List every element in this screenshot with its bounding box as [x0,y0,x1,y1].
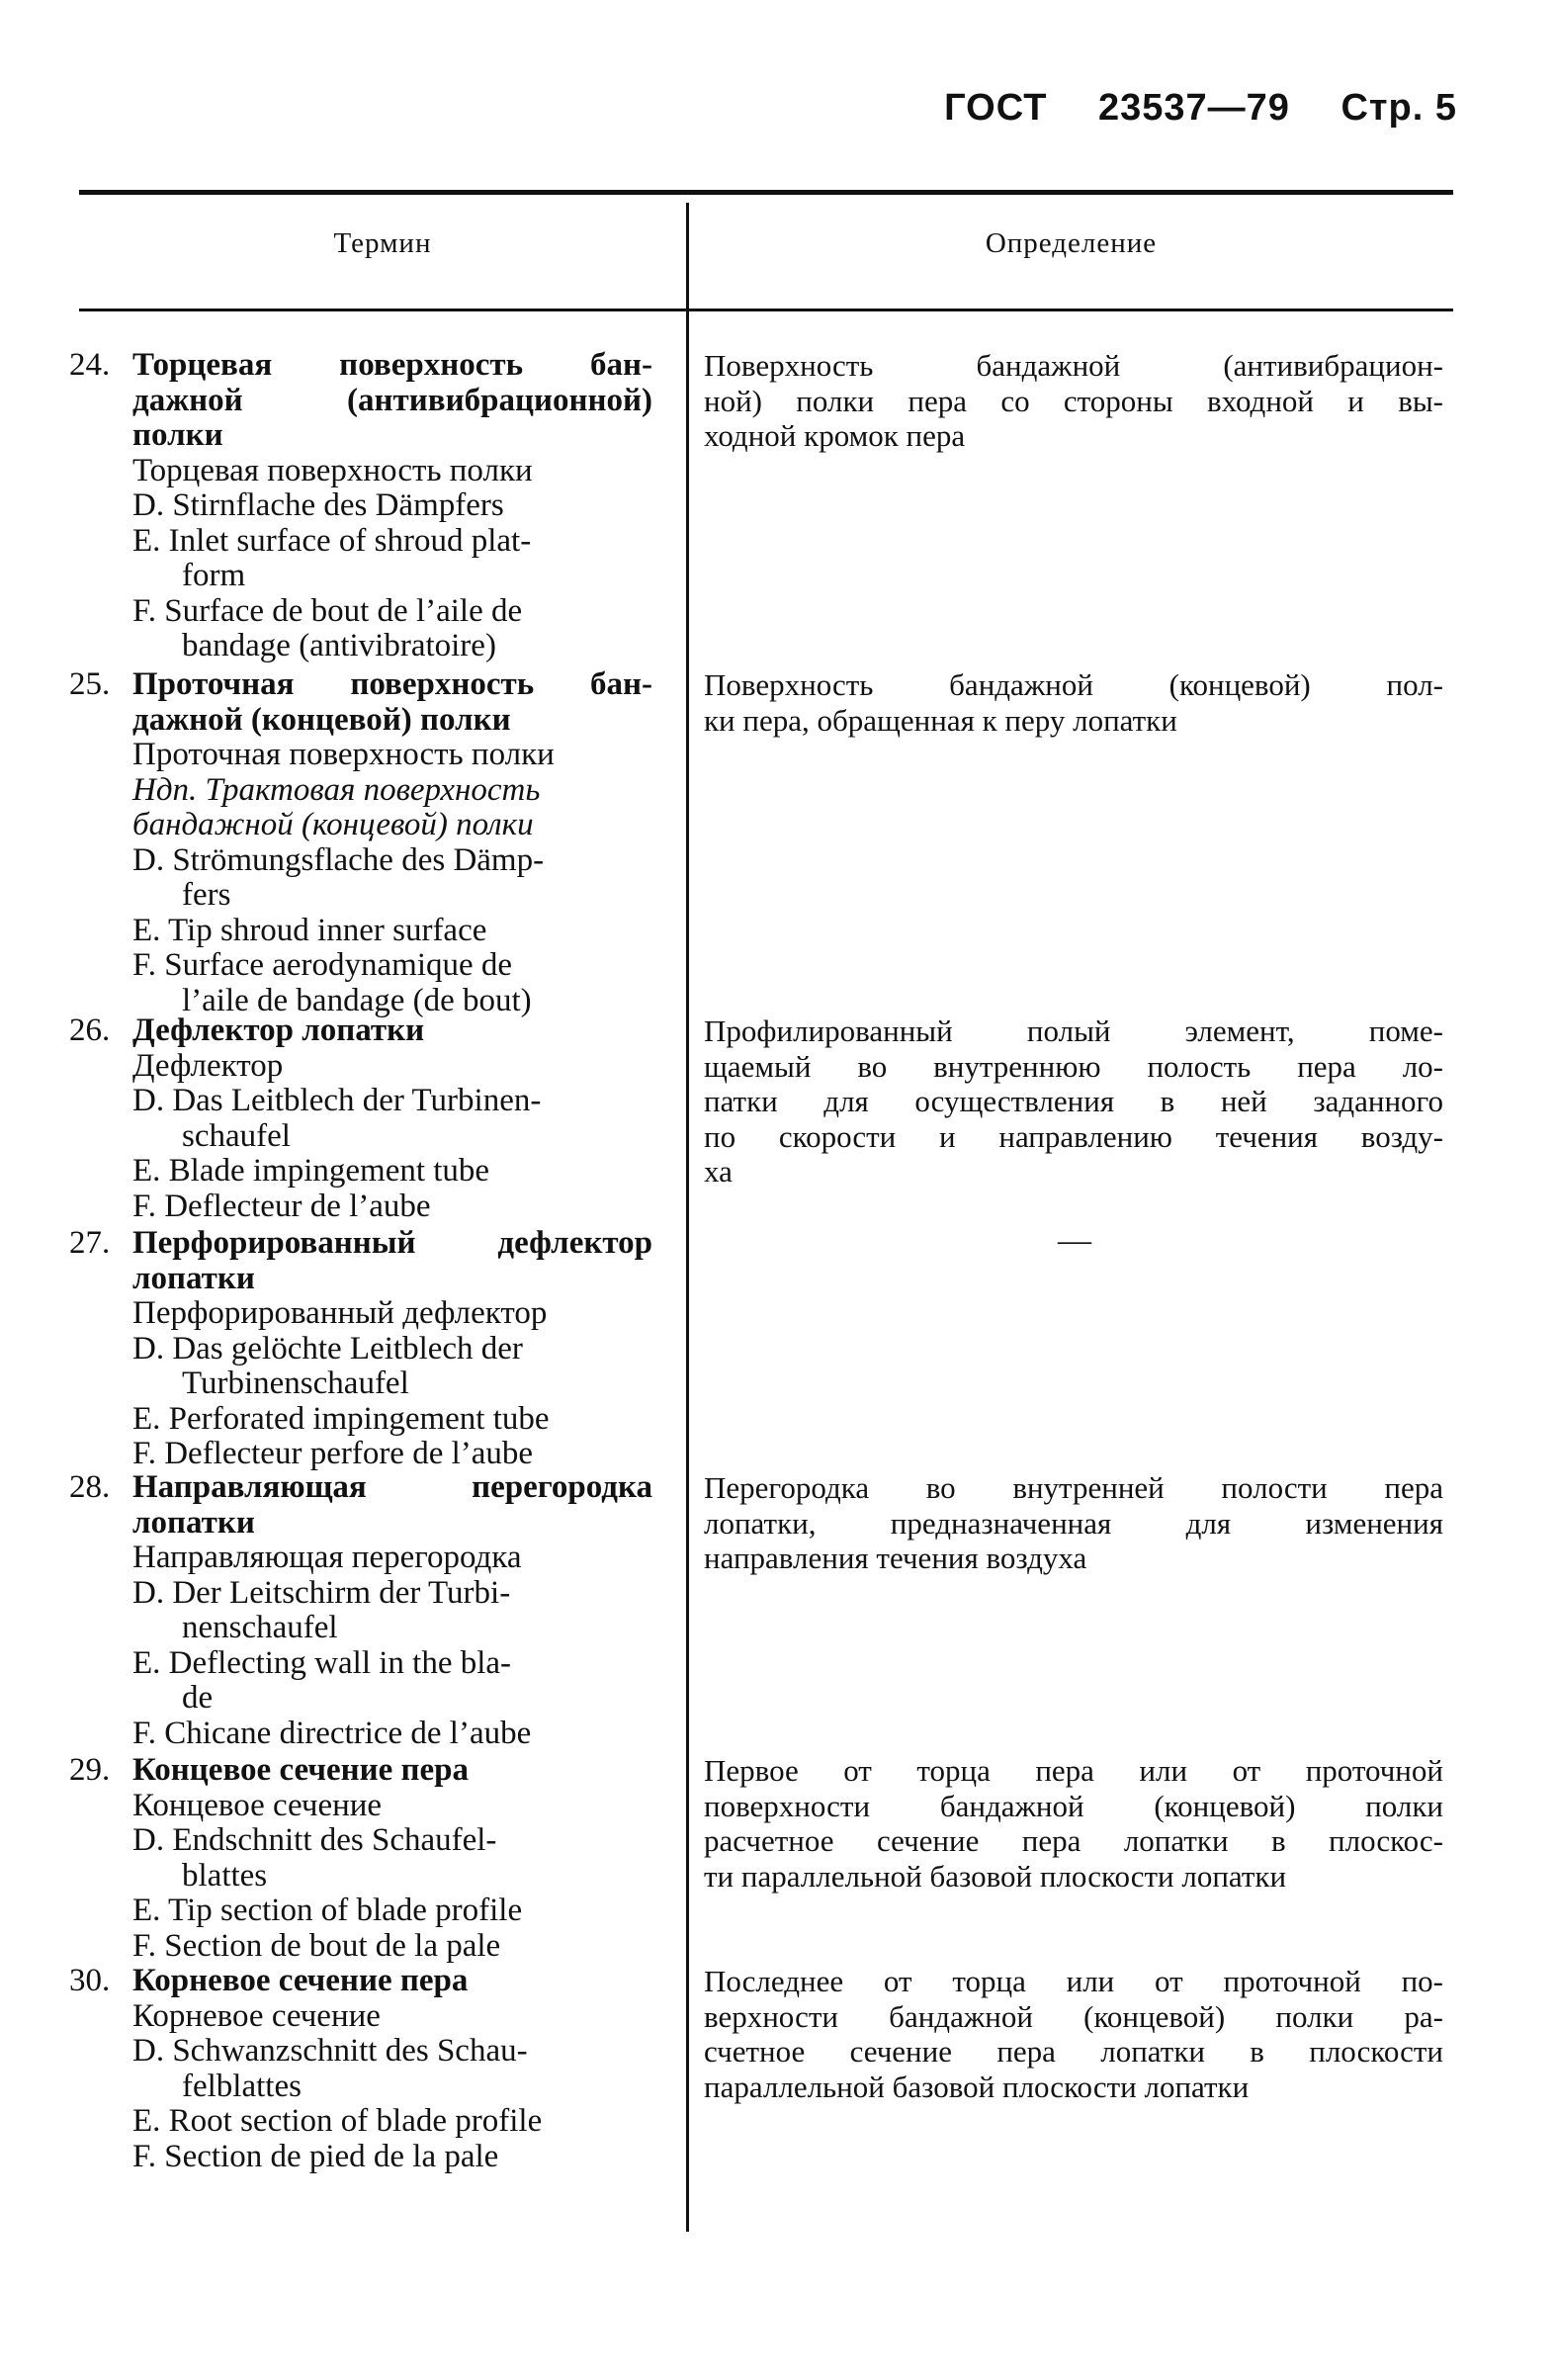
term-title-line: Проточная поверхность бан- [132,666,652,702]
term-short-form: Перфорированный дефлектор [132,1295,548,1331]
term-title-line: Корневое сечение пера [132,1963,469,1998]
term-text [132,348,652,664]
term-foreign-equivalent: D. Strömungsflache des Dämp- [132,841,545,878]
term-short-form: Корневое сечение [132,1997,381,2034]
term-foreign-equivalent: F. Chicane directrice de l’aube [132,1715,532,1751]
term-foreign-continuation: Turbinenschaufel [182,1366,409,1401]
term-title-line: дажной (концевой) полки [132,701,511,738]
term-text [132,1753,652,1964]
term-foreign-equivalent: D. Stirnflache des Dämpfers [132,487,504,523]
term-short-form: Торцевая поверхность полки [132,452,533,488]
term-foreign-continuation: felblattes [182,2068,302,2104]
page-header [905,87,1457,130]
term-foreign-equivalent: E. Inlet surface of shroud plat- [132,522,532,559]
term-title-line: Направляющая перегородка [132,1469,652,1505]
column-divider [686,203,689,2232]
term-foreign-continuation: schaufel [182,1117,291,1154]
definition-line: верхности бандажной (концевой) полки ра- [704,1998,1443,2034]
term-foreign-equivalent: D. Das gelöchte Leitblech der [132,1330,523,1366]
definition-line: патки для осуществления в ней заданного [704,1084,1443,1118]
term-text [132,1964,652,2174]
term-short-form: Концевое сечение [132,1787,383,1823]
term-text [132,667,652,1018]
term-number: 29. [69,1752,111,1788]
definition-line: Последнее от торца или от проточной по- [704,1964,1443,1998]
term-entry [69,1470,652,1751]
column-header-term: Термин [333,227,432,259]
term-title-line: Торцевая поверхность бан- [132,347,652,383]
definition-line: ходной кромок пера [704,418,966,453]
term-foreign-continuation: form [182,558,246,593]
term-foreign-continuation: de [182,1680,214,1716]
term-number: 28. [69,1469,111,1505]
term-title-line: лопатки [132,1504,255,1541]
definition-line: Перегородка во внутренней полости пера [704,1470,1443,1505]
term-title-line: полки [132,417,223,453]
term-entry [69,348,652,664]
term-row [69,1226,652,1472]
page-number: Стр. 5 [1340,87,1457,129]
term-entry [69,1964,652,2174]
definition-entry [704,1014,1443,1190]
term-row [69,1753,652,1964]
definition-entry [704,1964,1443,2104]
term-foreign-continuation: fers [182,877,231,913]
definition-line: счетное сечение пера лопатки в плоскости [704,2034,1443,2069]
definition-line: направления течения воздуха [704,1541,1087,1575]
definition-entry [704,1753,1443,1894]
definition-line: ки пера, обращенная к перу лопатки [704,702,1177,738]
term-number: 30. [69,1963,111,1998]
term-title-line: дажной (антивибрационной) [132,382,652,418]
definition-entry [704,348,1443,454]
term-foreign-continuation: l’aile de bandage (de bout) [182,982,532,1018]
term-text [132,1470,652,1751]
term-foreign-equivalent: F. Section de pied de la pale [132,2138,499,2174]
term-title-line: лопатки [132,1260,255,1296]
term-foreign-equivalent: D. Der Leitschirm der Turbi- [132,1574,511,1611]
term-entry [69,1226,652,1472]
term-foreign-equivalent: F. Surface aerodynamique de [132,947,513,983]
definition-dash: — [1058,1222,1091,1259]
term-row [69,1470,652,1751]
term-foreign-continuation: nenschaufel [182,1610,338,1645]
term-number: 26. [69,1013,111,1048]
standard-label: ГОСТ [944,87,1048,129]
definition-entry [704,1470,1443,1576]
term-row [69,348,652,664]
term-foreign-equivalent: E. Root section of blade profile [132,2103,543,2139]
definition-line: ти параллельной базовой плоскости лопатки [704,1858,1287,1894]
definition-line: ной) полки пера со стороны входной и вы- [704,383,1443,418]
definition-line: Первое от торца пера или от проточной [704,1753,1443,1788]
term-deprecated-line: бандажной (концевой) полки [132,807,534,842]
term-title-line: Концевое сечение пера [132,1752,470,1788]
term-foreign-equivalent: E. Perforated impingement tube [132,1400,550,1437]
term-row [69,667,652,1018]
term-foreign-equivalent: D. Das Leitblech der Turbinen- [132,1083,542,1118]
term-number: 27. [69,1225,111,1261]
term-foreign-equivalent: E. Blade impingement tube [132,1153,490,1189]
term-foreign-equivalent: F. Surface de bout de l’aile de [132,592,523,629]
definition-line: Поверхность бандажной (антивибрацион- [704,348,1443,383]
definition-line: лопатки, предназначенная для изменения [704,1505,1443,1541]
term-foreign-equivalent: F. Deflecteur de l’aube [132,1188,431,1224]
term-row [69,1964,652,2174]
table-header-rule [79,309,1453,311]
column-header-definition: Определение [985,227,1158,259]
definition-line: щаемый во внутреннюю полость пера ло- [704,1048,1443,1084]
term-short-form: Направляющая перегородка [132,1540,522,1575]
table-top-rule [79,190,1453,195]
term-foreign-equivalent: E. Deflecting wall in the bla- [132,1644,512,1681]
term-foreign-continuation: bandage (antivibratoire) [182,628,496,663]
term-row [69,1014,652,1224]
term-number: 24. [69,347,111,383]
term-entry [69,1753,652,1964]
term-foreign-equivalent: E. Tip section of blade profile [132,1893,523,1928]
definition-line: Поверхность бандажной (концевой) пол- [704,667,1443,702]
standard-number: 23537—79 [1097,87,1290,129]
term-text [132,1014,652,1224]
term-foreign-equivalent: F. Deflecteur perfore de l’aube [132,1436,534,1471]
definition-line: параллельной базовой плоскости лопатки [704,2069,1250,2104]
definition-entry [704,667,1443,738]
term-entry [69,1014,652,1224]
definition-line: поверхности бандажной (концевой) полки [704,1788,1443,1823]
term-text [132,1226,652,1472]
definition-line: Профилированный полый элемент, поме- [704,1014,1443,1048]
definition-line: по скорости и направлению течения возду- [704,1118,1443,1154]
term-number: 25. [69,666,111,702]
definition-line: ха [704,1154,733,1189]
term-entry [69,667,652,1018]
term-deprecated-line: Ндп. Трактовая поверхность [132,771,541,808]
definition-line: расчетное сечение пера лопатки в плоскос- [704,1823,1443,1858]
term-title-line: Перфорированный дефлектор [132,1225,652,1261]
term-foreign-equivalent: F. Section de bout de la pale [132,1927,501,1964]
term-foreign-equivalent: D. Schwanzschnitt des Schau- [132,2033,528,2069]
term-foreign-equivalent: E. Tip shroud inner surface [132,912,487,948]
term-foreign-continuation: blattes [182,1857,268,1894]
term-short-form: Проточная поверхность полки [132,737,555,772]
term-short-form: Дефлектор [132,1047,284,1084]
term-foreign-equivalent: D. Endschnitt des Schaufel- [132,1822,497,1858]
term-title-line: Дефлектор лопатки [132,1013,425,1048]
